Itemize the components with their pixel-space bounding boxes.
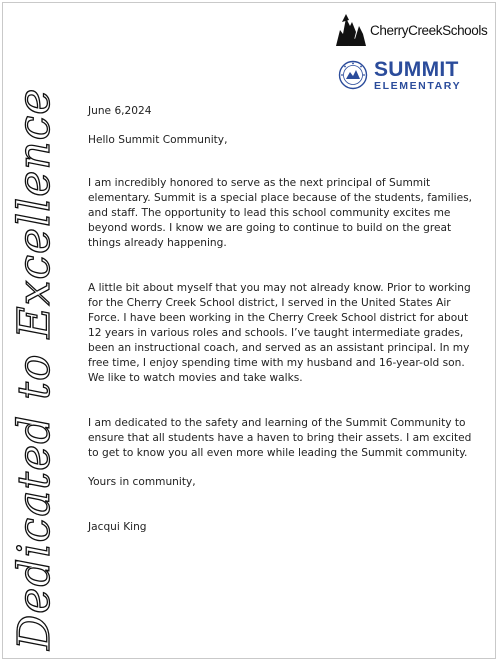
letter-body: [88, 104, 484, 535]
cherry-creek-schools-logo: [334, 12, 494, 48]
school-name-line2: ELEMENTARY: [374, 79, 462, 92]
motto-vertical-text: Dedicated to Excellence: [9, 87, 60, 650]
mountain-silhouette-icon: [334, 12, 368, 48]
letter-greeting: Hello Summit Community,: [88, 134, 228, 146]
letter-paragraph-2: A little bit about myself that you may not already know. Prior to working for the Cherry Creek School district, I served in the United States Air Force. I have been working in the Cherry Creek School district for about 12 years in various roles and schools. I’ve taught intermediate grades, been an instructional coach, and served as an assistant principal. In my free time, I enjoy spending time with my husband and 16-year-old son. We like to watch movies and take walks.: [88, 282, 471, 384]
letter-closing: Yours in community,: [88, 476, 196, 488]
letter-signature: Jacqui King: [88, 521, 147, 533]
summit-elementary-logo: [338, 58, 478, 92]
letter-date: June 6,2024: [88, 105, 152, 117]
letter-paragraph-3: I am dedicated to the safety and learning of the Summit Community to ensure that all students have a haven to bring their assets. I am excited to get to know you all even more while leading the Summit community.: [88, 417, 472, 459]
school-name-line1: SUMMIT: [374, 57, 459, 81]
district-name: CherryCreekSchools: [370, 22, 488, 38]
school-seal-icon: [338, 60, 368, 90]
letter-paragraph-1: I am incredibly honored to serve as the next principal of Summit elementary. Summit is a special place because of the students, families, and staff. The opportunity to lead this school community excites me beyond words. I know we are going to continue to build on the great things already happening.: [88, 177, 472, 249]
